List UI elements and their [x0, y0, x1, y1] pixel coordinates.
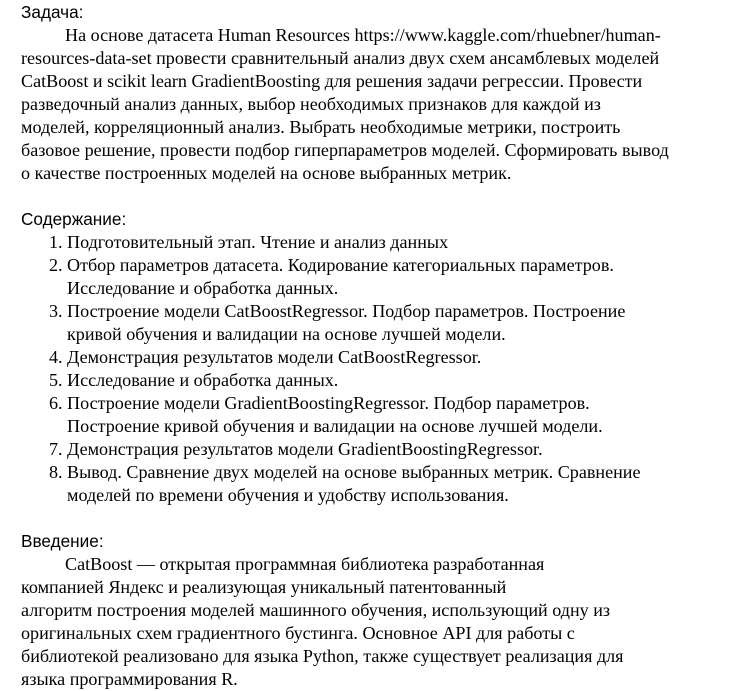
list-item-number: 8.: [49, 462, 63, 482]
task-section: [21, 1, 741, 185]
list-item: [21, 231, 741, 254]
list-item: [21, 300, 741, 346]
intro-section: [21, 530, 741, 691]
task-text: На основе датасета Human Resources https://www.kaggle.com/rhuebner/human- resources-data-set провести сравнительный анализ двух схем ансамблевых моделей CatBoost и scikit learn GradientBoosting для решения задачи регрессии. Провести разведочный анализ данных, выбор необходимых признаков для каждой из моделей, корреляционный анализ. Выбрать необходимые метрики, построить базовое решение, провести подбор гиперпараметров моделей. Сформировать вывод о качестве построенных моделей на основе выбранных метрик.: [21, 25, 669, 183]
list-item-text: Построение модели GradientBoostingRegressor. Подбор параметров. Построение кривой обучения и валидации на основе лучшей модели.: [67, 393, 603, 436]
list-item: [21, 254, 741, 300]
list-item-text: Исследование и обработка данных.: [67, 370, 339, 390]
list-item-number: 5.: [49, 370, 63, 390]
list-item: [21, 461, 741, 507]
contents-list: [21, 231, 741, 507]
list-item: [21, 392, 741, 438]
list-item-number: 2.: [49, 255, 63, 275]
spacer: [21, 185, 741, 208]
intro-text: CatBoost — открытая программная библиотека разработанная компанией Яндекс и реализующая уникальный патентованный алгоритм построения моделей машинного обучения, использующий одну из оригинальных схем градиентного бустинга. Основное API для работы с библиотекой реализовано для языка Python, также существует реализация для языка программирования R.: [21, 554, 624, 689]
list-item-text: Подготовительный этап. Чтение и анализ данных: [67, 232, 449, 252]
list-item-number: 7.: [49, 439, 63, 459]
intro-heading: Введение:: [21, 531, 104, 551]
contents-section: [21, 208, 741, 507]
list-item-text: Построение модели CatBoostRegressor. Подбор параметров. Построение кривой обучения и валидации на основе лучшей модели.: [67, 301, 626, 344]
list-item: [21, 438, 741, 461]
list-item-text: Демонстрация результатов модели GradientBoostingRegressor.: [67, 439, 543, 459]
list-item-number: 4.: [49, 347, 63, 367]
list-item-text: Вывод. Сравнение двух моделей на основе выбранных метрик. Сравнение моделей по времени обучения и удобству использования.: [67, 462, 641, 505]
document-page: [21, 1, 741, 691]
task-heading: Задача:: [21, 2, 84, 22]
list-item-number: 3.: [49, 301, 63, 321]
list-item: [21, 346, 741, 369]
list-item-text: Демонстрация результатов модели CatBoostRegressor.: [67, 347, 482, 367]
list-item-text: Отбор параметров датасета. Кодирование категориальных параметров. Исследование и обработка данных.: [67, 255, 614, 298]
list-item-number: 1.: [49, 232, 63, 252]
contents-heading: Содержание:: [21, 209, 127, 229]
list-item: [21, 369, 741, 392]
spacer: [21, 507, 741, 530]
list-item-number: 6.: [49, 393, 63, 413]
